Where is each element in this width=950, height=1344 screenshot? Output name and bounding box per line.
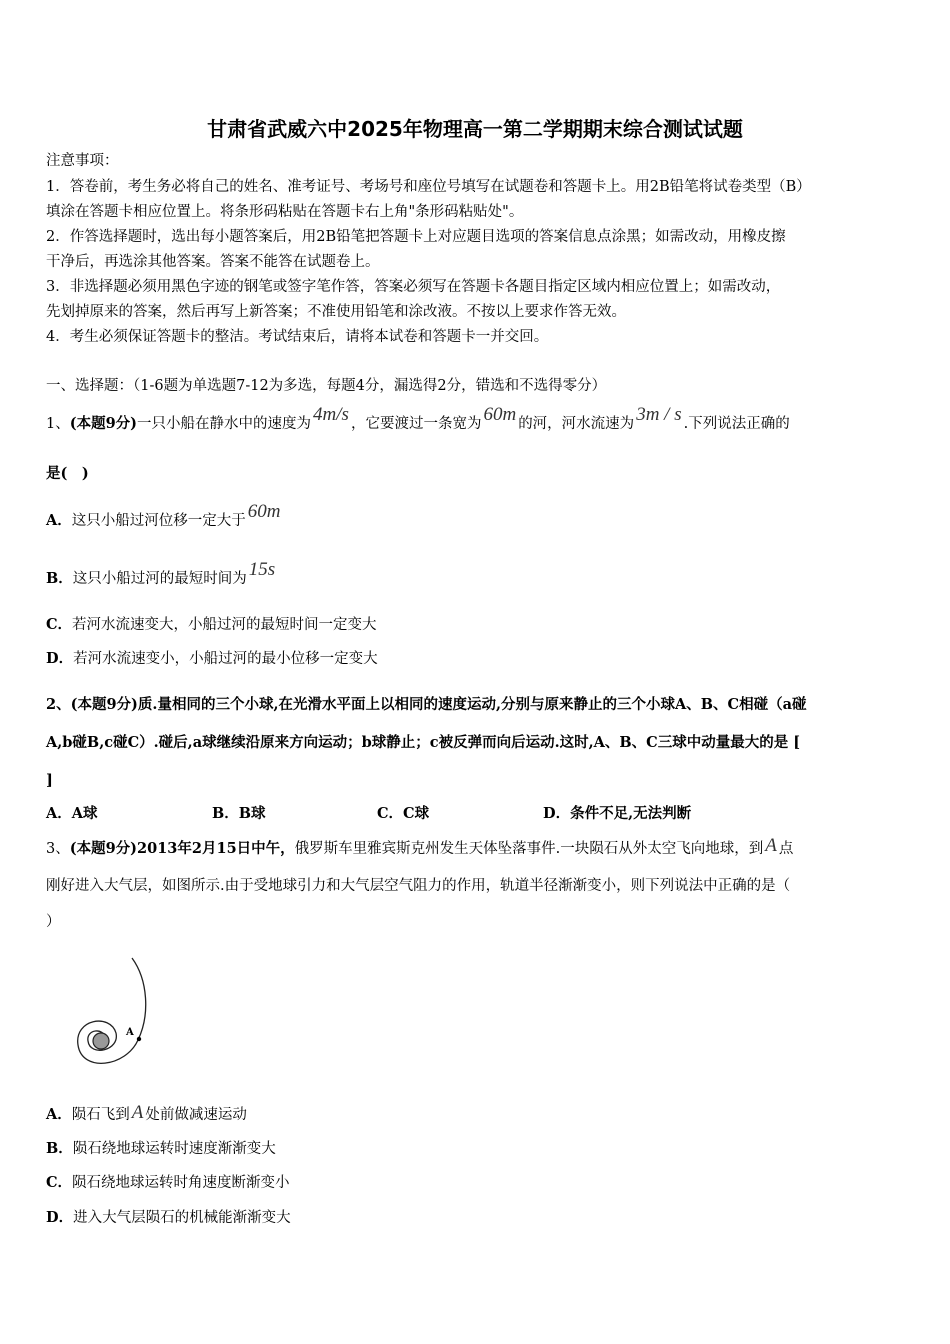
notice-line: 先划掉原来的答案，然后再写上新答案；不准使用铅笔和涂改液。不按以上要求作答无效。	[46, 304, 626, 320]
q2-option-c: C．C球	[377, 805, 430, 822]
question-3-stem: 刚好进入大气层，如图所示.由于受地球引力和大气层空气阻力的作用，轨道半径渐渐变小，则下列说法中正确的是（	[46, 878, 791, 894]
point-a-marker	[137, 1037, 141, 1041]
notice-line: 1．答卷前，考生务必将自己的姓名、准考证号、考场号和座位号填写在试题卷和答题卡上。用2B铅笔将试卷类型（B）	[46, 179, 811, 195]
q2-option-a: A．A球	[46, 805, 98, 822]
question-2-stem: 2、(本题9分)质.量相同的三个小球,在光滑水平面上以相同的速度运动,分别与原来静止的三个小球A、B、C相碰（a碰	[46, 696, 807, 713]
orbit-spiral	[78, 958, 146, 1063]
q3-option-a: A．陨石飞到 A 处前做减速运动	[46, 1102, 247, 1123]
q3-option-b: B．陨石绕地球运转时速度渐渐变大	[46, 1140, 276, 1157]
notice-heading: 注意事项：	[46, 153, 119, 169]
q1-option-a: A．这只小船过河位移一定大于 60m	[46, 501, 281, 529]
q2-option-b: B．B球	[212, 805, 266, 822]
q1-option-d: D．若河水流速变小，小船过河的最小位移一定变大	[46, 650, 378, 667]
question-1-stem: 1、(本题9分)一只小船在静水中的速度为 4m/s ，它要渡过一条宽为 60m 的河，河水流速为 3m / s .下列说法正确的	[46, 404, 790, 432]
point-a-label: A	[126, 1027, 134, 1038]
question-2-stem-end: ]	[46, 772, 53, 789]
question-1-stem-end: 是( )	[46, 465, 89, 482]
notice-line: 3．非选择题必须用黑色字迹的钢笔或签字笔作答，答案必须写在答题卡各题目指定区域内相应位置上；如需改动，	[46, 279, 781, 295]
section-heading: 一、选择题：（1-6题为单选题7-12为多选，每题4分，漏选得2分，错选和不选得零分）	[46, 378, 607, 394]
earth-icon	[93, 1033, 109, 1049]
q2-option-d: D．条件不足,无法判断	[543, 805, 692, 822]
q3-option-d: D．进入大气层陨石的机械能渐渐变大	[46, 1209, 291, 1226]
notice-line: 干净后，再选涂其他答案。答案不能答在试题卷上。	[46, 254, 380, 270]
q1-option-b: B．这只小船过河的最短时间为 15s	[46, 559, 276, 587]
meteor-orbit-figure	[70, 955, 180, 1080]
notice-line: 2．作答选择题时，选出每小题答案后，用2B铅笔把答题卡上对应题目选项的答案信息点涂黑；如需改动，用橡皮擦	[46, 229, 786, 245]
q3-option-c: C．陨石绕地球运转时角速度断渐变小	[46, 1174, 290, 1191]
question-3-stem-end: ）	[46, 914, 61, 930]
question-2-stem: A,b碰B,c碰C）.碰后,a球继续沿原来方向运动；b球静止；c被反弹而向后运动.这时,A、B、C三球中动量最大的是 [	[46, 734, 801, 751]
notice-line: 4．考生必须保证答题卡的整洁。考试结束后，请将本试卷和答题卡一并交回。	[46, 329, 549, 345]
q1-option-c: C．若河水流速变大，小船过河的最短时间一定变大	[46, 616, 377, 633]
question-3-stem: 3、(本题9分)2013年2月15日中午，俄罗斯车里雅宾斯克州发生天体坠落事件.一块陨石从外太空飞向地球，到 A 点	[46, 835, 794, 857]
page-title: 甘肃省武威六中2025年物理高一第二学期期末综合测试试题	[207, 117, 743, 141]
notice-line: 填涂在答题卡相应位置上。将条形码粘贴在答题卡右上角"条形码粘贴处"。	[46, 204, 524, 220]
